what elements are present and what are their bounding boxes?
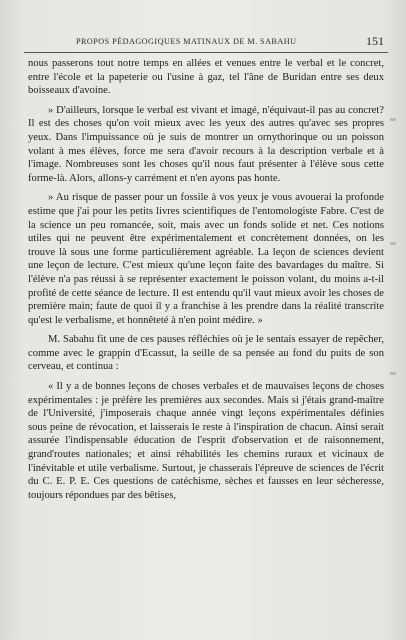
paragraph-4: M. Sabahu fit une de ces pauses réfléchies où je le sentais essayer de repêcher, comme avec le grappin d'Ecassut, la seille de sa pensée au fond du puits de son cerveau, et continua : [28,334,384,373]
paragraph-2: » D'ailleurs, lorsque le verbal est vivant et imagé, n'équivaut-il pas au concret? Il est des choses qu'on voit mieux avec les yeux des autres qu'avec ses propres yeux. Dans l'impuissance où je suis de montrer un ornythorinque ou un poisson volant à mes élèves, force me sera d'avoir recours à la description verbale et à l'image. Nombreuses sont les choses qu'il nous faut présenter à l'élève sous cette forme-là. Alors, allons-y carrément et n'en ayons pas honte. [28,104,384,184]
running-head: PROPOS PÉDAGOGIQUES MATINAUX DE M. SABAHU [76,37,297,46]
margin-mark [390,118,396,121]
paragraph-1: nous passerons tout notre temps en allées et venues entre le verbal et le concret, entre l'école et la papeterie ou l'usine à gaz, tel l'âne de Buridan entre ses deux boisseaux d'avoine. [28,58,384,97]
margin-mark [390,242,396,245]
body-text [28,57,384,508]
page-header [24,36,388,53]
paragraph-5: « Il y a de bonnes leçons de choses verbales et de mauvaises leçons de choses expérimentales : je préfère les premières aux secondes. Mais si j'étais grand-maître de l'Université, j'imposerais chaque année vingt leçons expérimentales définies sous peine de révocation, et laisserais le reste à l'inspiration de chacun. Ainsi serait assurée l'indispensable éducation de l'esprit d'observation et de raisonnement, grand'routes nationales; et ainsi réhabilités les chemins ruraux et vicinaux de l'inévitable et utile verbalisme. Surtout, je chasserais l'épreuve de sciences de l'écrit du C. E. P. E. Ces questions de catéchisme, sèches et fausses en leur sécheresse, toujours répondues par des bêtises, [28,381,384,501]
margin-mark [390,372,396,375]
paragraph-3: » Au risque de passer pour un fossile à vos yeux je vous avouerai la profonde estime que j'ai pour les petits livres scientifiques de l'entomologiste Fabre. C'est de la science un peu romancée, soit, mais avec un fonds solide et net. Ces notions utiles qui ne peuvent être expérimentalement et concrètement données, on les trouve là sous une forme particulièrement agréable. La leçon de sciences devient une leçon de lecture. C'est mieux qu'une leçon faite des bavardages du maître. Si l'élève n'a pas réussi à se représenter exactement le poisson volant, du moins a-t-il profité de cette séance de lecture. Il est entendu qu'il vaut mieux avoir les choses de première main; faute de quoi il y a franchise à les prendre dans la réalité transcrite qu'est le verbalisme, et honnêteté à n'en point médire. » [28,192,384,326]
page-number: 151 [366,34,384,48]
